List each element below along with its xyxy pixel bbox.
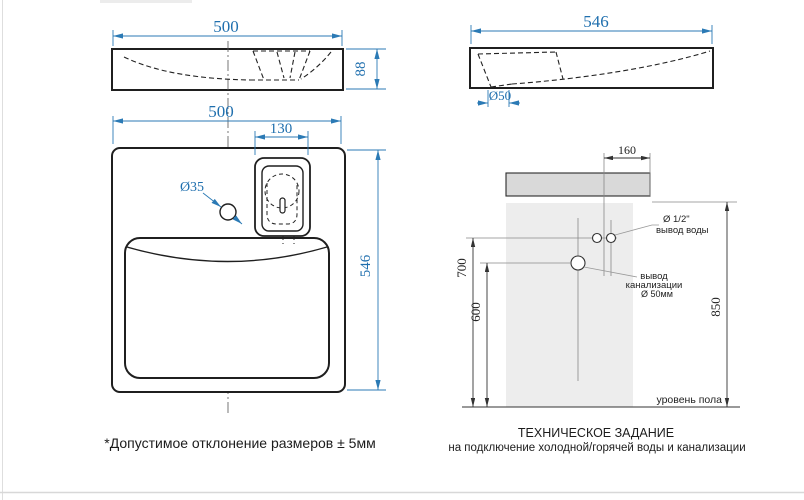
dimension-width-plan <box>113 102 341 144</box>
cropped-logo <box>100 0 192 3</box>
sink-silhouette <box>506 173 650 196</box>
dimension-label-546-side: 546 <box>583 12 609 31</box>
tolerance-note: *Допустимое отклонение размеров ± 5мм <box>104 435 376 451</box>
dimension-label-850: 850 <box>708 297 723 317</box>
plan-view <box>112 102 386 392</box>
side-elevation-view <box>470 12 713 107</box>
dimension-label-130: 130 <box>269 121 293 137</box>
drain-outlet-label-3: Ø 50мм <box>641 289 673 299</box>
dimension-drain-50 <box>477 88 520 107</box>
dimension-label-drain-diameter: Ø50 <box>488 88 512 103</box>
spec-title: ТЕХНИЧЕСКОЕ ЗАДАНИЕ <box>517 426 675 440</box>
dimension-width-top <box>113 17 342 46</box>
dimension-label-700: 700 <box>454 258 469 278</box>
dimension-label-500-top: 500 <box>213 17 239 36</box>
drain-outlet <box>571 256 585 270</box>
dimension-label-500-plan: 500 <box>208 102 234 121</box>
dimension-label-546-plan: 546 <box>358 254 374 278</box>
overflow-slot <box>280 198 285 213</box>
water-outlet-label-text: вывод воды <box>656 225 709 236</box>
water-outlet-label-diameter: Ø 1/2" <box>663 214 690 225</box>
floor-level-label: уровень пола <box>656 394 722 406</box>
water-outlet-left <box>593 234 602 243</box>
dimension-height-88 <box>346 49 386 89</box>
spec-subtitle: на подключение холодной/горячей воды и канализации <box>448 442 746 454</box>
drain-outlet-label-1: вывод <box>640 271 668 282</box>
dimension-drain-height-600 <box>468 263 487 407</box>
drain-outlet-label-2: канализации <box>625 280 683 291</box>
basin-outline <box>125 238 329 378</box>
faucet-hole <box>220 204 236 220</box>
dimension-label-faucet-hole: Ø35 <box>179 180 205 195</box>
dimension-width-546 <box>471 12 712 44</box>
dimension-label-88: 88 <box>353 61 369 77</box>
installation-view <box>454 143 740 407</box>
water-outlet-right <box>607 234 616 243</box>
faucet-recess <box>255 158 310 244</box>
dimension-label-160: 160 <box>618 143 636 157</box>
dimension-worktop-height-850 <box>708 202 727 407</box>
wall-zone <box>506 203 633 407</box>
dimension-depth-546 <box>347 150 386 390</box>
dimension-label-600: 600 <box>468 302 483 322</box>
